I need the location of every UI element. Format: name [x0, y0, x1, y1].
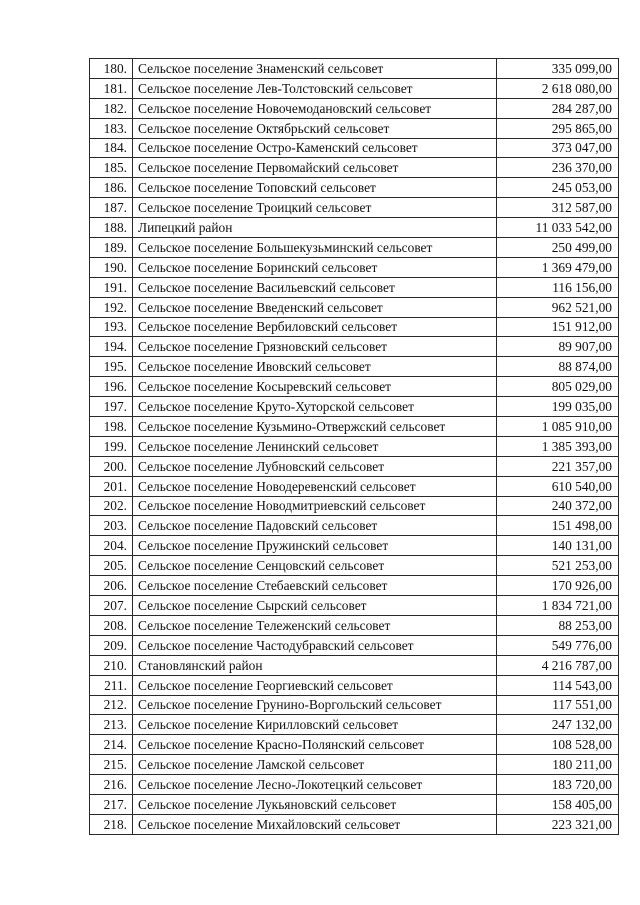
settlement-name-cell: Сельское поселение Боринский сельсовет [133, 257, 497, 277]
amount-cell: 151 912,00 [497, 317, 619, 337]
amount-cell: 962 521,00 [497, 297, 619, 317]
table-row [90, 635, 619, 655]
amount-cell: 11 033 542,00 [497, 218, 619, 238]
table-row [90, 476, 619, 496]
amount-cell: 335 099,00 [497, 59, 619, 79]
table-row [90, 436, 619, 456]
row-number-cell: 204. [90, 536, 133, 556]
row-number-cell: 186. [90, 178, 133, 198]
row-number-cell: 191. [90, 277, 133, 297]
row-number-cell: 181. [90, 78, 133, 98]
amount-cell: 805 029,00 [497, 377, 619, 397]
settlement-name-cell: Сельское поселение Большекузьминский сельсовет [133, 238, 497, 258]
settlement-name-cell: Сельское поселение Красно-Полянский сельсовет [133, 735, 497, 755]
settlement-name-cell: Сельское поселение Лукьяновский сельсовет [133, 794, 497, 814]
table-row [90, 198, 619, 218]
row-number-cell: 187. [90, 198, 133, 218]
settlement-name-cell: Сельское поселение Грязновский сельсовет [133, 337, 497, 357]
table-row [90, 615, 619, 635]
table-row [90, 277, 619, 297]
table-row [90, 775, 619, 795]
row-number-cell: 209. [90, 635, 133, 655]
settlement-name-cell: Сельское поселение Пружинский сельсовет [133, 536, 497, 556]
settlement-name-cell: Сельское поселение Остро-Каменский сельсовет [133, 138, 497, 158]
row-number-cell: 205. [90, 556, 133, 576]
settlement-name-cell: Сельское поселение Новодмитриевский сельсовет [133, 496, 497, 516]
table-row [90, 59, 619, 79]
amount-cell: 236 370,00 [497, 158, 619, 178]
row-number-cell: 199. [90, 436, 133, 456]
amount-cell: 170 926,00 [497, 576, 619, 596]
table-row [90, 397, 619, 417]
settlement-name-cell: Сельское поселение Топовский сельсовет [133, 178, 497, 198]
amount-cell: 116 156,00 [497, 277, 619, 297]
settlement-name-cell: Сельское поселение Новодеревенский сельсовет [133, 476, 497, 496]
row-number-cell: 211. [90, 675, 133, 695]
row-number-cell: 212. [90, 695, 133, 715]
amount-cell: 158 405,00 [497, 794, 619, 814]
amount-cell: 151 498,00 [497, 516, 619, 536]
amount-cell: 312 587,00 [497, 198, 619, 218]
table-row [90, 178, 619, 198]
amount-cell: 247 132,00 [497, 715, 619, 735]
amount-cell: 250 499,00 [497, 238, 619, 258]
row-number-cell: 193. [90, 317, 133, 337]
amount-cell: 245 053,00 [497, 178, 619, 198]
settlement-name-cell: Сельское поселение Стебаевский сельсовет [133, 576, 497, 596]
row-number-cell: 202. [90, 496, 133, 516]
row-number-cell: 188. [90, 218, 133, 238]
settlement-name-cell: Сельское поселение Кирилловский сельсовет [133, 715, 497, 735]
amount-cell: 284 287,00 [497, 98, 619, 118]
table-row [90, 675, 619, 695]
settlement-name-cell: Сельское поселение Троицкий сельсовет [133, 198, 497, 218]
settlement-name-cell: Сельское поселение Падовский сельсовет [133, 516, 497, 536]
row-number-cell: 192. [90, 297, 133, 317]
amount-cell: 1 385 393,00 [497, 436, 619, 456]
table-row [90, 98, 619, 118]
settlement-name-cell: Сельское поселение Введенский сельсовет [133, 297, 497, 317]
table-row [90, 238, 619, 258]
row-number-cell: 180. [90, 59, 133, 79]
row-number-cell: 194. [90, 337, 133, 357]
settlement-name-cell: Сельское поселение Грунино-Воргольский сельсовет [133, 695, 497, 715]
row-number-cell: 207. [90, 596, 133, 616]
amount-cell: 521 253,00 [497, 556, 619, 576]
settlement-name-cell: Сельское поселение Лубновский сельсовет [133, 456, 497, 476]
table-row [90, 218, 619, 238]
row-number-cell: 218. [90, 814, 133, 834]
table-body [90, 59, 619, 835]
settlement-name-cell: Сельское поселение Круто-Хуторской сельсовет [133, 397, 497, 417]
table-row [90, 516, 619, 536]
amount-cell: 4 216 787,00 [497, 655, 619, 675]
amount-cell: 180 211,00 [497, 755, 619, 775]
amount-cell: 117 551,00 [497, 695, 619, 715]
table-row [90, 536, 619, 556]
amount-cell: 221 357,00 [497, 456, 619, 476]
row-number-cell: 210. [90, 655, 133, 675]
settlement-name-cell: Сельское поселение Васильевский сельсовет [133, 277, 497, 297]
table-row [90, 118, 619, 138]
row-number-cell: 185. [90, 158, 133, 178]
table-row [90, 715, 619, 735]
row-number-cell: 215. [90, 755, 133, 775]
row-number-cell: 206. [90, 576, 133, 596]
amount-cell: 183 720,00 [497, 775, 619, 795]
table-row [90, 138, 619, 158]
table-row [90, 417, 619, 437]
row-number-cell: 200. [90, 456, 133, 476]
row-number-cell: 195. [90, 357, 133, 377]
table-row [90, 78, 619, 98]
row-number-cell: 190. [90, 257, 133, 277]
settlement-name-cell: Становлянский район [133, 655, 497, 675]
settlement-name-cell: Сельское поселение Первомайский сельсовет [133, 158, 497, 178]
table-row [90, 655, 619, 675]
settlement-name-cell: Сельское поселение Ламской сельсовет [133, 755, 497, 775]
amount-cell: 1 369 479,00 [497, 257, 619, 277]
row-number-cell: 183. [90, 118, 133, 138]
settlement-name-cell: Сельское поселение Частодубравский сельсовет [133, 635, 497, 655]
settlement-name-cell: Сельское поселение Новочемодановский сельсовет [133, 98, 497, 118]
table-row [90, 337, 619, 357]
settlement-name-cell: Сельское поселение Октябрьский сельсовет [133, 118, 497, 138]
amount-cell: 223 321,00 [497, 814, 619, 834]
table-row [90, 576, 619, 596]
settlement-name-cell: Сельское поселение Михайловский сельсовет [133, 814, 497, 834]
settlement-name-cell: Сельское поселение Георгиевский сельсовет [133, 675, 497, 695]
settlement-name-cell: Сельское поселение Косыревский сельсовет [133, 377, 497, 397]
table-row [90, 735, 619, 755]
table-row [90, 158, 619, 178]
amount-cell: 240 372,00 [497, 496, 619, 516]
table-row [90, 297, 619, 317]
row-number-cell: 214. [90, 735, 133, 755]
amount-cell: 295 865,00 [497, 118, 619, 138]
settlement-name-cell: Сельское поселение Знаменский сельсовет [133, 59, 497, 79]
table-row [90, 596, 619, 616]
settlement-name-cell: Сельское поселение Ивовский сельсовет [133, 357, 497, 377]
row-number-cell: 196. [90, 377, 133, 397]
row-number-cell: 184. [90, 138, 133, 158]
table-row [90, 317, 619, 337]
row-number-cell: 182. [90, 98, 133, 118]
table-row [90, 377, 619, 397]
row-number-cell: 189. [90, 238, 133, 258]
settlement-name-cell: Сельское поселение Кузьмино-Отвержский сельсовет [133, 417, 497, 437]
amount-cell: 2 618 080,00 [497, 78, 619, 98]
amount-cell: 108 528,00 [497, 735, 619, 755]
amount-cell: 549 776,00 [497, 635, 619, 655]
settlement-name-cell: Сельское поселение Ленинский сельсовет [133, 436, 497, 456]
row-number-cell: 217. [90, 794, 133, 814]
amount-cell: 88 874,00 [497, 357, 619, 377]
table-row [90, 257, 619, 277]
row-number-cell: 216. [90, 775, 133, 795]
table-row [90, 814, 619, 834]
settlement-name-cell: Сельское поселение Сырский сельсовет [133, 596, 497, 616]
settlement-name-cell: Сельское поселение Лесно-Локотецкий сельсовет [133, 775, 497, 795]
row-number-cell: 208. [90, 615, 133, 635]
row-number-cell: 198. [90, 417, 133, 437]
table-row [90, 357, 619, 377]
settlement-name-cell: Липецкий район [133, 218, 497, 238]
amount-cell: 199 035,00 [497, 397, 619, 417]
amount-cell: 610 540,00 [497, 476, 619, 496]
amount-cell: 140 131,00 [497, 536, 619, 556]
row-number-cell: 197. [90, 397, 133, 417]
row-number-cell: 201. [90, 476, 133, 496]
table-row [90, 456, 619, 476]
amount-cell: 1 834 721,00 [497, 596, 619, 616]
amount-cell: 88 253,00 [497, 615, 619, 635]
settlement-name-cell: Сельское поселение Лев-Толстовский сельсовет [133, 78, 497, 98]
amount-cell: 1 085 910,00 [497, 417, 619, 437]
table-row [90, 755, 619, 775]
row-number-cell: 213. [90, 715, 133, 735]
table-row [90, 556, 619, 576]
amount-cell: 114 543,00 [497, 675, 619, 695]
row-number-cell: 203. [90, 516, 133, 536]
settlement-name-cell: Сельское поселение Тележенский сельсовет [133, 615, 497, 635]
amount-cell: 89 907,00 [497, 337, 619, 357]
amount-cell: 373 047,00 [497, 138, 619, 158]
settlement-name-cell: Сельское поселение Вербиловский сельсовет [133, 317, 497, 337]
allocation-table [89, 58, 619, 835]
table-row [90, 496, 619, 516]
settlement-name-cell: Сельское поселение Сенцовский сельсовет [133, 556, 497, 576]
table-row [90, 695, 619, 715]
table-row [90, 794, 619, 814]
